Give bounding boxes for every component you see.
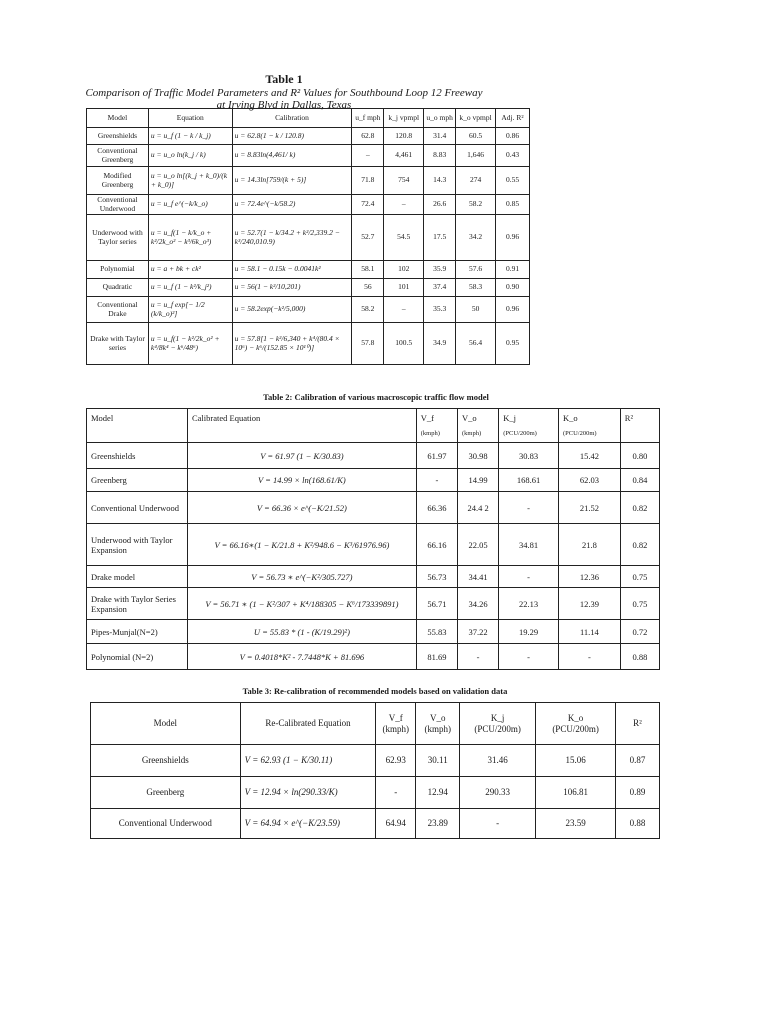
table2-cell-r2: 0.88 [620,644,659,670]
table1-cell-model: Underwood with Taylor series [87,215,149,261]
table3-row [91,745,660,777]
table1-row [87,195,530,215]
table3-header-ko-label: K_o [567,712,584,723]
table3-header-vo [416,703,460,745]
table1-cell-calibration: u = 58.1 − 0.15k − 0.0041k² [232,261,352,279]
table2-cell-kj: 19.29 [499,620,559,644]
table1-cell-uf: – [352,145,384,167]
table1-cell-equation: u = u_f(1 − k²/2k_o² + k⁴/8k⁴ − k⁶/48⁶) [148,323,232,365]
table3-cell-vo: 23.89 [416,809,460,839]
table1-cell-uo: 8.83 [424,145,456,167]
table1-cell-equation: u = u_o ln[(k_j + k_0)/(k + k_0)] [148,167,232,195]
table2-header-ko-label: K_o [562,413,578,423]
table2-header-ko [558,409,620,443]
table3-header-vf-label: V_f [388,712,403,723]
table1-row [87,297,530,323]
table3-cell-model: Greenberg [91,777,241,809]
table2-cell-vo: 22.05 [457,524,498,566]
table2-cell-vf: - [416,469,457,492]
table1-cell-r2: 0.96 [496,297,530,323]
table1-cell-r2: 0.95 [496,323,530,365]
table3-cell-ko: 23.59 [536,809,616,839]
table1-header-cell: Adj. R² [496,109,530,128]
table1-cell-equation: u = a + bk + ck² [148,261,232,279]
table2-cell-equation: V = 56.73 ∗ e^(−K²/305.727) [187,566,416,588]
table1-cell-model: Greenshields [87,128,149,145]
table3-cell-vf: - [376,777,416,809]
table1-cell-uo: 17.5 [424,215,456,261]
table1-cell-kj: 754 [384,167,424,195]
table2-header-r2: R² [620,409,659,443]
table2-cell-ko: 11.14 [558,620,620,644]
table1-cell-model: Conventional Greenberg [87,145,149,167]
table1-cell-uo: 34.9 [424,323,456,365]
table1-cell-kj: – [384,297,424,323]
table2-cell-equation: U = 55.83 * (1 - (K/19.29)²) [187,620,416,644]
table1-header-cell: Model [87,109,149,128]
table2-cell-vo: 30.98 [457,443,498,469]
table2-cell-vo: 34.26 [457,588,498,620]
table3-header-equation: Re-Calibrated Equation [240,703,376,745]
table2-row [87,566,660,588]
table3-cell-ko: 15.06 [536,745,616,777]
table2-cell-ko: 21.52 [558,492,620,524]
table2-header-row [87,409,660,443]
table3-cell-vf: 64.94 [376,809,416,839]
table1-cell-model: Conventional Underwood [87,195,149,215]
table2-cell-kj: 22.13 [499,588,559,620]
table2-cell-equation: V = 66.16∗(1 − K/21.8 + K²/948.6 − K³/61976.96) [187,524,416,566]
table3-caption: Table 3: Re-calibration of recommended models based on validation data [242,686,508,696]
table2-cell-equation: V = 14.99 × ln(168.61/K) [187,469,416,492]
table2-cell-kj: - [499,566,559,588]
table1-cell-r2: 0.96 [496,215,530,261]
table2-cell-kj: 30.83 [499,443,559,469]
table1-cell-uo: 35.3 [424,297,456,323]
table3-cell-model: Conventional Underwood [91,809,241,839]
table3-cell-kj: - [460,809,536,839]
table2-body [87,443,660,670]
table1-cell-equation: u = u_f exp[− 1/2 (k/k_o)²] [148,297,232,323]
table3-cell-equation: V = 64.94 × e^(−K/23.59) [240,809,376,839]
table1-cell-kj: 54.5 [384,215,424,261]
table2-container [86,408,660,670]
table1-cell-model: Polynomial [87,261,149,279]
table1-cell-equation: u = u_f (1 − k / k_j) [148,128,232,145]
table2-header-vf [416,409,457,443]
table2-cell-model: Greenshields [87,443,188,469]
table1-row [87,167,530,195]
table2-cell-equation: V = 66.36 × e^(−K/21.52) [187,492,416,524]
table2-header-vo [457,409,498,443]
table3-cell-r2: 0.87 [616,745,660,777]
table1-header-cell: k_j vpmpl [384,109,424,128]
table1-cell-calibration: u = 56(1 − k²/10,201) [232,279,352,297]
table1-cell-ko: 274 [456,167,496,195]
table1-row [87,145,530,167]
table2-cell-r2: 0.72 [620,620,659,644]
table3-header-ko-unit: (PCU/200m) [552,723,599,734]
table3-header-kj [460,703,536,745]
table2-cell-r2: 0.82 [620,492,659,524]
table1-cell-uo: 26.6 [424,195,456,215]
table1-cell-ko: 1,646 [456,145,496,167]
table3-cell-equation: V = 62.93 (1 − K/30.11) [240,745,376,777]
table2-cell-vo: 14.99 [457,469,498,492]
table1-row [87,323,530,365]
table3-cell-vf: 62.93 [376,745,416,777]
table2-cell-equation: V = 56.71 ∗ (1 − K²/307 + K⁴/188305 − K⁶/173339891) [187,588,416,620]
table3-header-vf-unit: (kmph) [382,723,410,734]
table2-cell-r2: 0.82 [620,524,659,566]
table1-cell-uf: 58.1 [352,261,384,279]
table2-header-vo-unit: (kmph) [461,430,482,437]
table2-cell-vo: 24.4 2 [457,492,498,524]
table2-header-kj [499,409,559,443]
table1-cell-kj: 4,461 [384,145,424,167]
table1-cell-r2: 0.43 [496,145,530,167]
table1-cell-equation: u = u_o ln(k_j / k) [148,145,232,167]
table2-cell-model: Polynomial (N=2) [87,644,188,670]
table1-cell-ko: 58.3 [456,279,496,297]
table2-cell-vo: 34.41 [457,566,498,588]
table3-header-kj-label: K_j [490,712,505,723]
table1-cell-calibration: u = 8.83ln(4,461/ k) [232,145,352,167]
table1-row [87,279,530,297]
table3-cell-r2: 0.88 [616,809,660,839]
table1-cell-r2: 0.85 [496,195,530,215]
table3-header-r2: R² [616,703,660,745]
table2-header-equation: Calibrated Equation [187,409,416,443]
table2-cell-equation: V = 0.4018*K² - 7.7448*K + 81.696 [187,644,416,670]
table2-header-kj-label: K_j [503,413,516,423]
table2-row [87,524,660,566]
table1-cell-uf: 58.2 [352,297,384,323]
table2-cell-vf: 56.71 [416,588,457,620]
table3-cell-equation: V = 12.94 × ln(290.33/K) [240,777,376,809]
table1-header-cell: u_f mph [352,109,384,128]
table1-header-cell: u_o mph [424,109,456,128]
table2-header-vf-label: V_f [420,413,434,423]
table1-cell-uo: 35.9 [424,261,456,279]
table3-cell-vo: 12.94 [416,777,460,809]
table2-cell-model: Pipes-Munjal(N=2) [87,620,188,644]
table3-cell-vo: 30.11 [416,745,460,777]
table3-header-ko [536,703,616,745]
table3-header-vf [376,703,416,745]
table1-cell-kj: – [384,195,424,215]
table3-header-model: Model [91,703,241,745]
table1-body [87,128,530,365]
table3-row [91,809,660,839]
table1-cell-r2: 0.90 [496,279,530,297]
table2-row [87,443,660,469]
table3-cell-kj: 31.46 [460,745,536,777]
table2-caption: Table 2: Calibration of various macroscopic traffic flow model [263,392,489,402]
table1-cell-uf: 62.8 [352,128,384,145]
table2-header-model: Model [87,409,188,443]
table3-container [90,702,660,839]
table1-row [87,261,530,279]
table1-cell-uo: 37.4 [424,279,456,297]
table1-cell-uf: 71.8 [352,167,384,195]
table2-cell-ko: 21.8 [558,524,620,566]
table2-cell-vo: - [457,644,498,670]
table3-header-vo-unit: (kmph) [424,723,451,734]
table1-cell-ko: 56.4 [456,323,496,365]
table2-cell-vf: 56.73 [416,566,457,588]
table2-cell-model: Underwood with Taylor Expansion [87,524,188,566]
table2-cell-r2: 0.84 [620,469,659,492]
table2-cell-kj: 168.61 [499,469,559,492]
table3-cell-kj: 290.33 [460,777,536,809]
table3-body [91,745,660,839]
table3-row [91,777,660,809]
table3-cell-r2: 0.89 [616,777,660,809]
table1-cell-uo: 31.4 [424,128,456,145]
table1-cell-ko: 50 [456,297,496,323]
table2-cell-r2: 0.75 [620,588,659,620]
table2-cell-kj: - [499,492,559,524]
table2-cell-vf: 81.69 [416,644,457,670]
table1-header-row [87,109,530,128]
table2-cell-model: Greenberg [87,469,188,492]
table3-header-vo-label: V_o [429,712,446,723]
table1-container [86,108,530,365]
table1-cell-calibration: u = 62.8(1 − k / 120.8) [232,128,352,145]
table1-cell-kj: 102 [384,261,424,279]
table2-cell-r2: 0.80 [620,443,659,469]
table2-cell-ko: 12.36 [558,566,620,588]
table1-cell-kj: 120.8 [384,128,424,145]
table1-cell-uf: 57.8 [352,323,384,365]
table2-cell-ko: 15.42 [558,443,620,469]
table1-cell-r2: 0.91 [496,261,530,279]
table2-row [87,492,660,524]
table1-cell-uf: 52.7 [352,215,384,261]
table3-cell-model: Greenshields [91,745,241,777]
table1-cell-ko: 34.2 [456,215,496,261]
table1-cell-model: Modified Greenberg [87,167,149,195]
table1 [86,108,530,365]
table1-caption: Comparison of Traffic Model Parameters and R² Values for Southbound Loop 12 Freeway at Irving Blvd in Dallas, Texas [85,87,483,111]
table1-cell-model: Conventional Drake [87,297,149,323]
table1-cell-equation: u = u_f (1 − k²/k_j²) [148,279,232,297]
table2-cell-vf: 61.97 [416,443,457,469]
table1-cell-calibration: u = 72.4e^(−k/58.2) [232,195,352,215]
table2-row [87,620,660,644]
table1-number: Table 1 [265,72,303,86]
table1-cell-calibration: u = 58.2exp(−k²/5,000) [232,297,352,323]
table3-cell-ko: 106.81 [536,777,616,809]
table2-cell-r2: 0.75 [620,566,659,588]
table2-header-vo-label: V_o [461,413,477,423]
table1-cell-model: Quadratic [87,279,149,297]
table2-cell-vf: 66.16 [416,524,457,566]
table1-cell-r2: 0.86 [496,128,530,145]
table2-cell-kj: - [499,644,559,670]
table2-row [87,644,660,670]
table1-cell-kj: 101 [384,279,424,297]
table1-heading [80,72,488,111]
table1-cell-model: Drake with Taylor series [87,323,149,365]
table1-header-cell: k_o vpmpl [456,109,496,128]
table1-cell-ko: 57.6 [456,261,496,279]
table1-header-cell: Equation [148,109,232,128]
table2 [86,408,660,670]
table1-cell-ko: 60.5 [456,128,496,145]
table2-cell-vo: 37.22 [457,620,498,644]
table1-cell-uf: 56 [352,279,384,297]
table1-cell-calibration: u = 57.8[1 − k²/6,340 + k⁴/(80.4 × 10⁶) − k⁶/(152.85 × 10¹⁰)] [232,323,352,365]
table2-cell-vf: 66.36 [416,492,457,524]
table1-row [87,128,530,145]
table2-cell-model: Drake with Taylor Series Expansion [87,588,188,620]
table1-cell-equation: u = u_f(1 − k/k_o + k²/2k_o² − k³/6k_o³) [148,215,232,261]
table2-cell-ko: 62.03 [558,469,620,492]
table2-header-kj-unit: (PCU/200m) [503,430,537,437]
table2-cell-model: Drake model [87,566,188,588]
table1-cell-kj: 100.5 [384,323,424,365]
table3-header-kj-unit: (PCU/200m) [474,723,521,734]
table3 [90,702,660,839]
table2-cell-ko: - [558,644,620,670]
table1-cell-ko: 58.2 [456,195,496,215]
table2-row [87,469,660,492]
table2-cell-model: Conventional Underwood [87,492,188,524]
table1-row [87,215,530,261]
table1-header-cell: Calibration [232,109,352,128]
table2-cell-ko: 12.39 [558,588,620,620]
table2-header-vf-unit: (kmph) [420,430,440,437]
table1-cell-r2: 0.55 [496,167,530,195]
table2-header-ko-unit: (PCU/200m) [562,430,597,437]
table1-cell-uf: 72.4 [352,195,384,215]
table1-cell-uo: 14.3 [424,167,456,195]
table2-cell-vf: 55.83 [416,620,457,644]
table3-header-row [91,703,660,745]
table2-cell-equation: V = 61.97 (1 − K/30.83) [187,443,416,469]
table2-row [87,588,660,620]
table1-cell-calibration: u = 14.3ln[759/(k + 5)] [232,167,352,195]
table2-cell-kj: 34.81 [499,524,559,566]
table1-cell-equation: u = u_f e^(−k/k_o) [148,195,232,215]
table1-cell-calibration: u = 52.7(1 − k/34.2 + k²/2,339.2 − k³/240,010.9) [232,215,352,261]
